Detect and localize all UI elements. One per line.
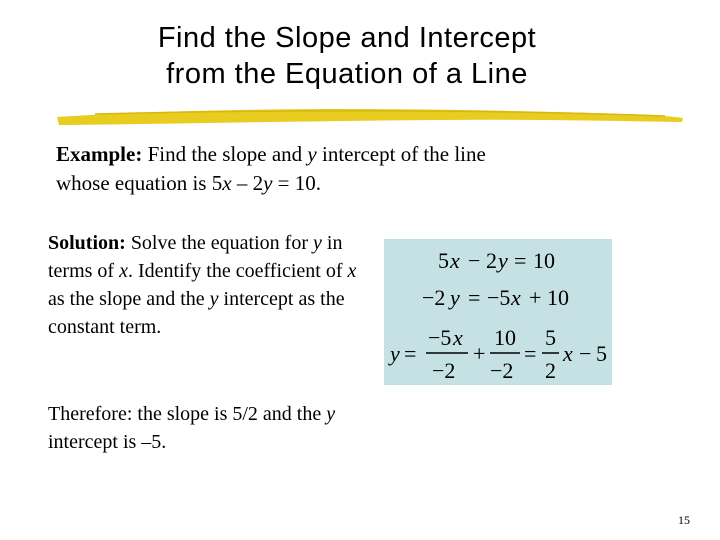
example-text-1: Find the slope and [142,142,308,166]
example-var-y-2: y [263,171,273,195]
conclusion-var-y: y [326,403,336,425]
solution-text-4: as the slope and the [48,288,210,310]
eq3-constant: 5 [596,341,607,366]
conclusion-text [48,400,368,456]
eq3-frac2-numerator: 10 [494,325,516,350]
example-var-y: y [307,142,317,166]
eq3-frac1-denominator: −2 [432,358,456,383]
solution-text-5: intercept as the constant term. [48,288,345,338]
eq2-equals: = [468,285,481,310]
example-text-4: – 2 [231,171,264,195]
example-text-3: whose equation is 5 [56,171,223,195]
eq1-constant: 10 [533,248,555,273]
solution-var-y: y [313,232,322,254]
eq2-constant: 10 [547,285,569,310]
eq3-var-y: y [390,341,400,366]
eq2-var-x: x [511,285,521,310]
eq3-equals-1: = [404,341,417,366]
title-line-2: from the Equation of a Line [166,58,528,90]
eq3-frac1-var-x: x [453,325,463,350]
solution-text-3: . Identify the coefficient of [127,260,348,282]
eq3-equals-2: = [524,341,537,366]
eq3-frac2-denominator: −2 [490,358,514,383]
example-var-x: x [222,171,232,195]
eq3-frac1-numerator: −5 [428,325,452,350]
example-label: Example: [56,142,143,166]
eq3-minus: − [579,341,592,366]
example-text [56,140,676,198]
eq2-coef-a: −2 [422,285,446,310]
solution-text-1: Solve the equation for [125,232,313,254]
example-text-5: = 10. [272,171,321,195]
example-text-2: intercept of the line [316,142,486,166]
equation-svg [384,239,612,385]
eq3-var-x: x [563,341,573,366]
equation-box [384,239,612,385]
solution-text [48,229,368,341]
title-line-1: Find the Slope and Intercept [157,22,537,54]
eq1-minus: − [468,248,481,273]
eq3-frac3-denominator: 2 [545,358,556,383]
eq1-coef-b: 2 [486,248,497,273]
eq2-plus: + [529,285,542,310]
eq1-coef-a: 5 [438,248,449,273]
conclusion-text-2: intercept is –5. [48,431,167,453]
solution-label: Solution: [48,232,126,254]
eq1-equals: = [514,248,527,273]
solution-var-x-2: x [347,260,357,282]
eq2-coef-b: −5 [487,285,511,310]
conclusion-text-1: Therefore: the slope is 5/2 and the [48,403,327,425]
solution-var-y-2: y [209,288,219,310]
eq3-plus: + [473,341,486,366]
slide-title [0,20,694,92]
eq2-var-y: y [450,285,460,310]
eq1-var-y: y [498,248,508,273]
eq1-var-x: x [450,248,460,273]
solution-var-x: x [119,260,128,282]
title-underline-brushstroke [55,100,685,130]
eq3-frac3-numerator: 5 [545,325,556,350]
page-number: 15 [678,513,690,527]
solution-text-2: in terms of [48,232,343,282]
